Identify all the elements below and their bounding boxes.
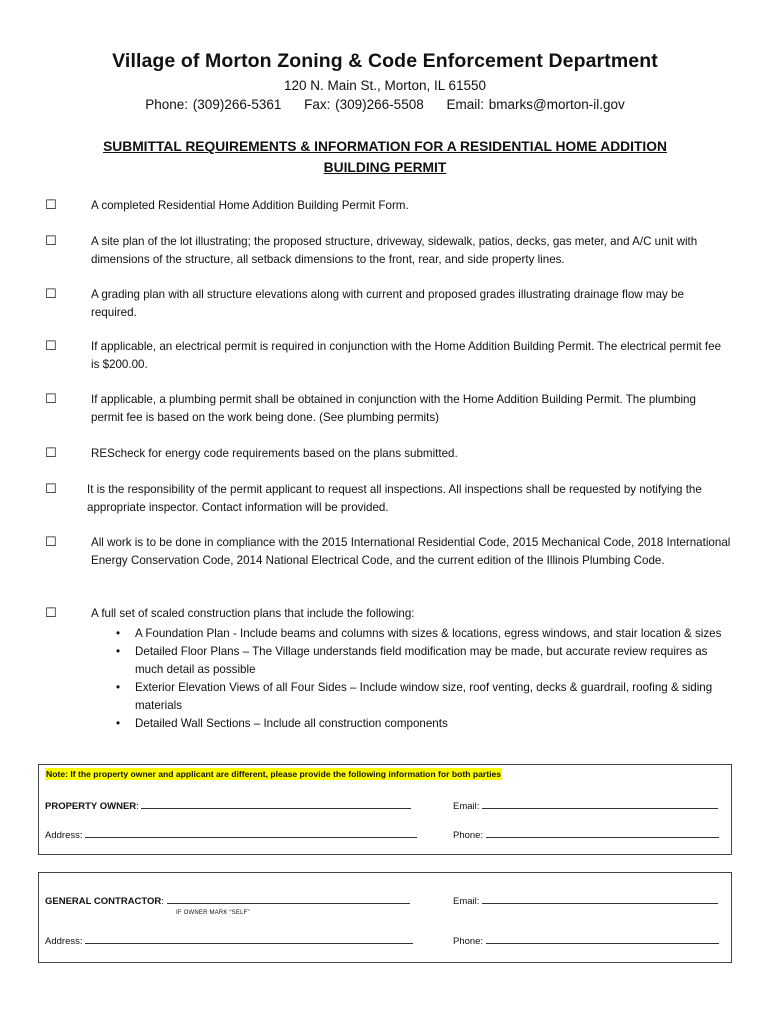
owner-address-label: Address:	[45, 830, 83, 841]
bullet-icon: •	[116, 645, 121, 658]
contractor-name-row: GENERAL CONTRACTOR:	[45, 894, 410, 907]
checkbox[interactable]: ☐	[45, 534, 57, 549]
checkbox[interactable]: ☐	[45, 605, 57, 620]
plan-item-text: A Foundation Plan - Include beams and columns with sizes & locations, egress windows, and stair location & sizes	[135, 627, 722, 640]
phone-number: Phone: (309)266-5361	[145, 97, 282, 112]
requirement-text	[91, 605, 731, 733]
contractor-phone-label: Phone:	[453, 936, 484, 947]
section-heading	[60, 136, 710, 178]
owner-email-label: Email:	[453, 801, 480, 812]
checkbox[interactable]: ☐	[45, 445, 57, 460]
bullet-icon: •	[116, 717, 121, 730]
owner-phone-label: Phone:	[453, 830, 484, 841]
plan-list-item	[116, 679, 731, 715]
checkbox[interactable]: ☐	[45, 233, 57, 248]
department-address: 120 N. Main St., Morton, IL 61550	[283, 78, 487, 93]
contractor-phone-row	[453, 934, 719, 947]
bullet-icon: •	[116, 681, 121, 694]
checkbox[interactable]: ☐	[45, 391, 57, 406]
plan-list	[91, 625, 731, 733]
contractor-email-label: Email:	[453, 896, 480, 907]
checkbox[interactable]: ☐	[45, 338, 57, 353]
page-title: Village of Morton Zoning & Code Enforcement Department	[112, 50, 658, 72]
plan-item-text: Exterior Elevation Views of all Four Sides – Include window size, roof venting, decks & guardrail, roofing & siding materials	[135, 681, 713, 712]
plan-item-text: Detailed Wall Sections – Include all construction components	[135, 717, 448, 730]
requirement-text: A site plan of the lot illustrating; the proposed structure, driveway, sidewalk, patios, decks, gas meter, and A/C unit with dimensions of the structure, all setback dimensions to the front, rear, and side property lines.	[91, 235, 698, 266]
owner-email-row	[453, 799, 718, 812]
plan-list-item	[116, 643, 731, 679]
contractor-name-field[interactable]	[167, 894, 410, 904]
contractor-email-row	[453, 894, 718, 907]
contact-line	[0, 97, 770, 112]
contractor-address-field[interactable]	[85, 934, 413, 944]
requirement-text: A completed Residential Home Addition Building Permit Form.	[91, 199, 409, 212]
requirement-text: It is the responsibility of the permit applicant to request all inspections. All inspections shall be requested by notifying the appropriate inspector. Contact information will be provided.	[87, 483, 702, 514]
owner-address-field[interactable]	[85, 828, 417, 838]
checkbox[interactable]: ☐	[45, 286, 57, 301]
contractor-address-label: Address:	[45, 936, 83, 947]
email-address: Email: bmarks@morton-il.gov	[446, 97, 625, 112]
contractor-email-field[interactable]	[482, 894, 718, 904]
owner-name-row: PROPERTY OWNER:	[45, 799, 411, 812]
owner-name-field[interactable]	[141, 799, 411, 809]
contractor-label: GENERAL CONTRACTOR	[45, 896, 162, 907]
checkbox[interactable]: ☐	[45, 197, 57, 212]
fax-number: Fax: (309)266-5508	[304, 97, 424, 112]
owner-phone-row	[453, 828, 719, 841]
checkbox[interactable]: ☐	[45, 481, 57, 496]
requirement-text: REScheck for energy code requirements based on the plans submitted.	[91, 447, 458, 460]
plan-list-item	[116, 625, 731, 643]
contractor-phone-field[interactable]	[486, 934, 719, 944]
requirement-lead: A full set of scaled construction plans that include the following:	[91, 607, 415, 620]
owner-email-field[interactable]	[482, 799, 718, 809]
owner-phone-field[interactable]	[486, 828, 719, 838]
self-hint: IF OWNER MARK “SELF”	[176, 910, 250, 916]
requirement-text: All work is to be done in compliance with the 2015 International Residential Code, 2015 Mechanical Code, 2018 International Energy Conservation Code, 2014 National Electrical Code, and the current edition of the Illinois Plumbing Code.	[91, 536, 731, 567]
parties-note: Note: If the property owner and applicant are different, please provide the following information for both parties	[46, 769, 502, 779]
section-heading-line-2: BUILDING PERMIT	[323, 160, 447, 175]
contractor-address-row	[45, 934, 413, 947]
section-heading-line-1: SUBMITTAL REQUIREMENTS & INFORMATION FOR A RESIDENTIAL HOME ADDITION	[103, 139, 667, 154]
requirement-text: A grading plan with all structure elevations along with current and proposed grades illustrating drainage flow may be required.	[91, 288, 684, 319]
plan-item-text: Detailed Floor Plans – The Village understands field modification may be made, but accurate review requires as much detail as possible	[135, 645, 708, 676]
requirement-text: If applicable, a plumbing permit shall be obtained in conjunction with the Home Addition Building Permit. The plumbing permit fee is based on the work being done. (See plumbing permits)	[91, 393, 696, 424]
owner-label: PROPERTY OWNER	[45, 801, 137, 812]
owner-address-row	[45, 828, 417, 841]
bullet-icon: •	[116, 627, 121, 640]
contractor-info-panel	[38, 872, 732, 963]
requirement-text: If applicable, an electrical permit is required in conjunction with the Home Addition Building Permit. The electrical permit fee is $200.00.	[91, 340, 722, 371]
plan-list-item	[116, 715, 731, 733]
